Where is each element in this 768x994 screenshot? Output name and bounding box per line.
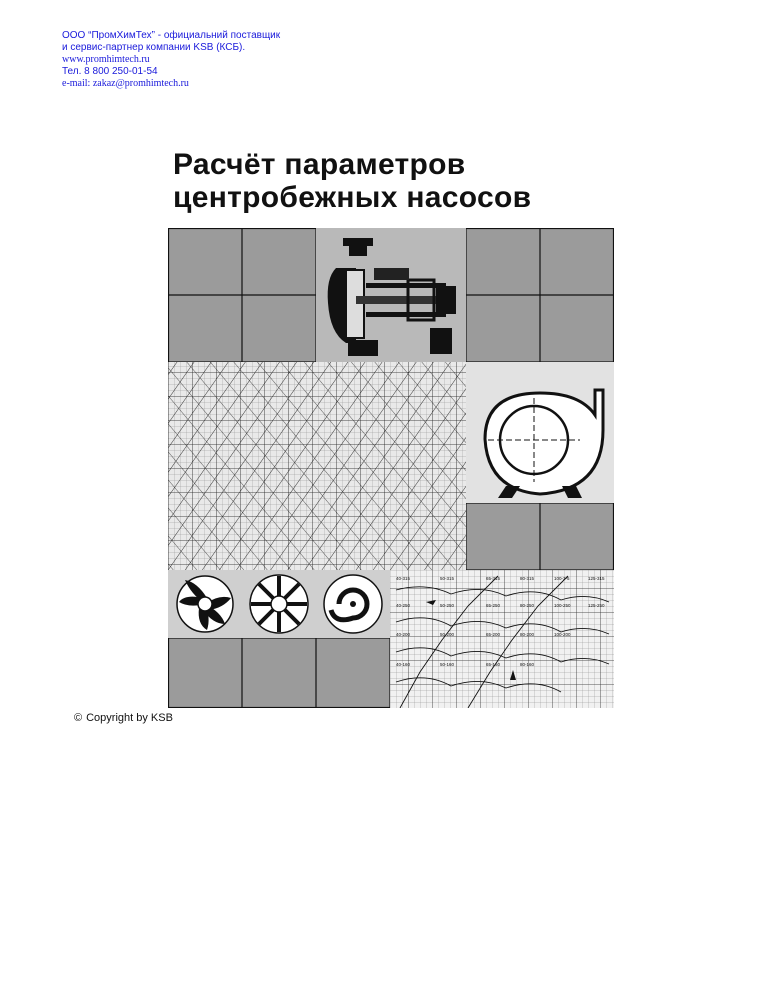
chart-label: 65-200 xyxy=(486,632,501,637)
chart-label: 65-160 xyxy=(486,662,501,667)
chart-label: 80-200 xyxy=(520,632,535,637)
chart-label: 80-160 xyxy=(520,662,535,667)
impeller-radial-drawing xyxy=(242,570,316,638)
chart-label: 80-315 xyxy=(520,576,535,581)
chart-label: 100-3-5 xyxy=(554,576,570,581)
chart-label: 80-250 xyxy=(520,603,535,608)
impeller-open-drawing xyxy=(316,570,390,638)
chart-label: 65-315 xyxy=(486,576,501,581)
contact-line-2: и сервис-партнер компании KSB (КСБ). xyxy=(62,42,246,53)
chart-label: 40-160 xyxy=(396,662,411,667)
chart-label: 40-250 xyxy=(396,603,411,608)
email-link[interactable]: e-mail: zakaz@promhimtech.ru xyxy=(62,78,189,89)
chart-label: 50-315 xyxy=(440,576,455,581)
copyright-symbol: © xyxy=(74,712,83,724)
volute-casing-drawing xyxy=(466,362,614,503)
page-title xyxy=(173,148,531,214)
chart-label: 40-315 xyxy=(396,576,411,581)
copyright-notice xyxy=(74,712,173,724)
chart-label: 125-250 xyxy=(588,603,605,608)
chart-label: 65-250 xyxy=(486,603,501,608)
pump-selection-chart xyxy=(390,570,614,708)
chart-label: 100-200 xyxy=(554,632,571,637)
pump-cross-section-drawing xyxy=(316,228,466,362)
phone-number: Тел. 8 800 250-01-54 xyxy=(62,66,158,77)
chart-label: 50-200 xyxy=(440,632,455,637)
title-line-2: центробежных насосов xyxy=(173,181,532,214)
cover-collage xyxy=(168,228,614,708)
website-link[interactable]: www.promhimtech.ru xyxy=(62,54,150,65)
title-line-1: Расчёт параметров xyxy=(173,148,466,181)
pump-performance-chart xyxy=(168,362,466,570)
copyright-text: Copyright by KSB xyxy=(86,712,173,724)
chart-label: 50-160 xyxy=(440,662,455,667)
chart-label: 50-250 xyxy=(440,603,455,608)
chart-label: 40-200 xyxy=(396,632,411,637)
chart-label: 125-315 xyxy=(588,576,605,581)
collage-svg xyxy=(168,228,614,708)
impeller-closed-drawing xyxy=(168,570,242,638)
contact-block xyxy=(62,30,280,90)
contact-line-1: ООО “ПромХимТех” - официальний поставщик xyxy=(62,30,281,41)
chart-label: 100-250 xyxy=(554,603,571,608)
